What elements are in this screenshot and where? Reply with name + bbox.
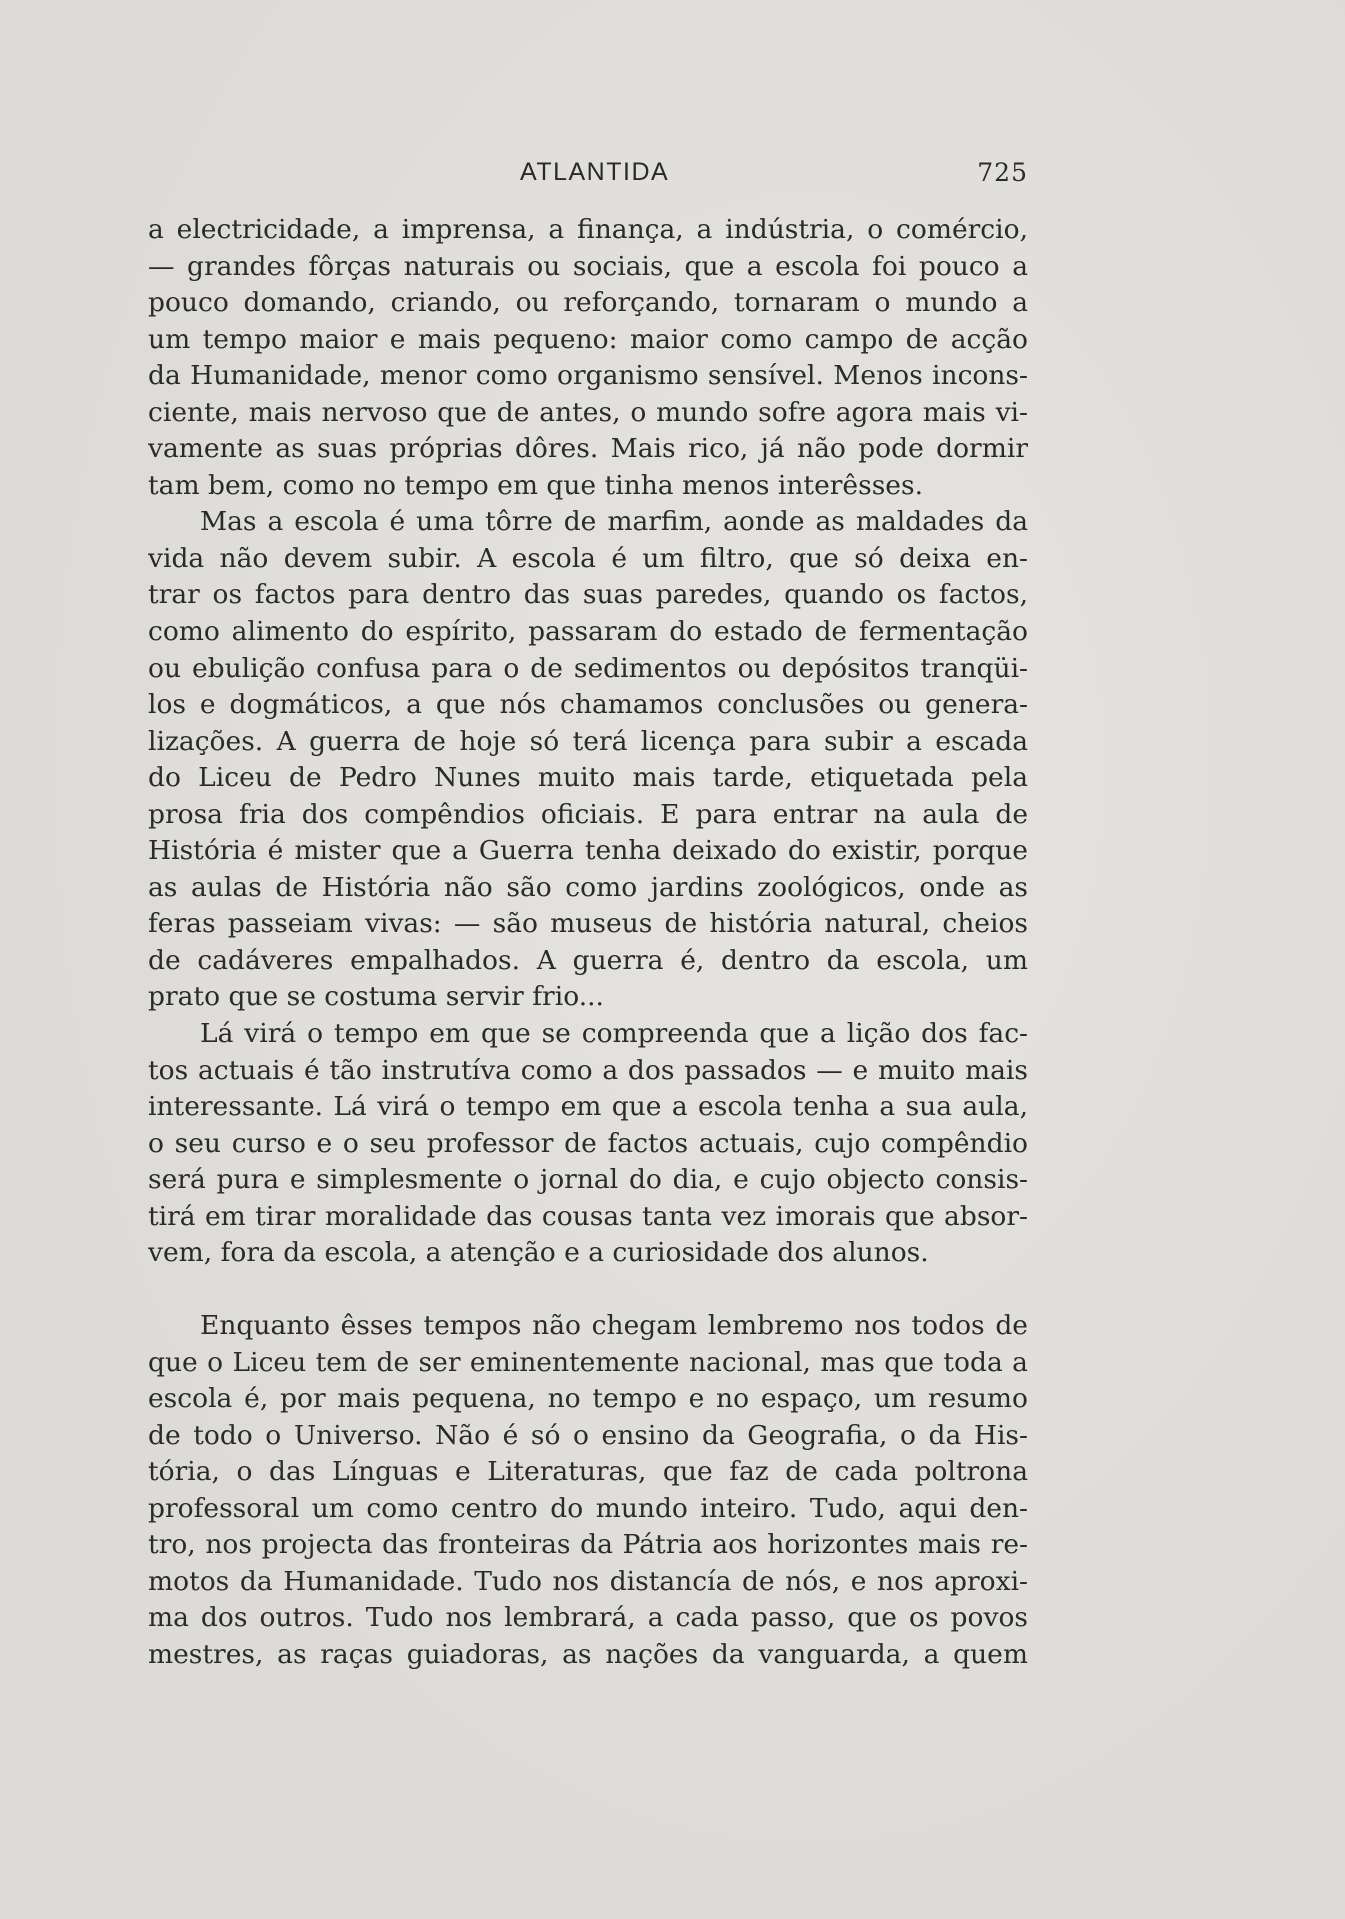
text-line: Mas a escola é uma tôrre de marfim, aonde as maldades da — [200, 506, 1028, 538]
text-line: tos actuais é tão instrutíva como a dos passados — e muito mais — [148, 1054, 1028, 1086]
text-line: professoral um como centro do mundo inteiro. Tudo, aqui den- — [148, 1492, 1028, 1524]
text-line: feras passeiam vivas: — são museus de história natural, cheios — [148, 908, 1028, 940]
text-line: tro, nos projecta das fronteiras da Pátria aos horizontes mais re- — [148, 1529, 1028, 1561]
text-line: lizações. A guerra de hoje só terá licença para subir a escada — [148, 725, 1028, 757]
text-line: vida não devem subir. A escola é um filtro, que só deixa en- — [148, 542, 1028, 574]
text-line: será pura e simplesmente o jornal do dia, e cujo objecto consis- — [148, 1164, 1028, 1196]
text-line: — grandes fôrças naturais ou sociais, que a escola foi pouco a — [148, 250, 1028, 282]
text-line: mestres, as raças guiadoras, as nações da vanguarda, a quem — [148, 1638, 1028, 1670]
text-line: motos da Humanidade. Tudo nos distancía de nós, e nos aproxi- — [148, 1565, 1028, 1597]
text-line: ma dos outros. Tudo nos lembrará, a cada passo, que os povos — [148, 1602, 1028, 1634]
text-line: tam bem, como no tempo em que tinha menos interêsses. — [148, 469, 924, 501]
text-line: como alimento do espírito, passaram do estado de fermentação — [148, 616, 1028, 648]
text-line: los e dogmáticos, a que nós chamamos conclusões ou genera- — [148, 689, 1028, 721]
text-line: do Liceu de Pedro Nunes muito mais tarde, etiquetada pela — [148, 762, 1028, 794]
text-line: de cadáveres empalhados. A guerra é, dentro da escola, um — [148, 944, 1028, 976]
page-header — [148, 158, 1028, 188]
text-line: um tempo maior e mais pequeno: maior como campo de acção — [148, 323, 1028, 355]
page-number: 725 — [977, 158, 1028, 187]
text-line: escola é, por mais pequena, no tempo e no espaço, um resumo — [148, 1383, 1028, 1415]
text-line: ou ebulição confusa para o de sedimentos ou depósitos tranqüi- — [148, 652, 1028, 684]
text-block-1 — [148, 212, 1028, 1272]
text-line: Enquanto êsses tempos não chegam lembremo nos todos de — [200, 1310, 1028, 1341]
text-line: Lá virá o tempo em que se compreenda que a lição dos fac- — [200, 1018, 1028, 1050]
text-line: ciente, mais nervoso que de antes, o mundo sofre agora mais vi- — [148, 396, 1028, 428]
text-line: prosa fria dos compêndios oficiais. E para entrar na aula de — [148, 798, 1028, 830]
text-line: vamente as suas próprias dôres. Mais rico, já não pode dormir — [148, 433, 1028, 465]
text-line: da Humanidade, menor como organismo sensível. Menos incons- — [148, 360, 1028, 392]
text-line: pouco domando, criando, ou reforçando, tornaram o mundo a — [148, 287, 1028, 319]
text-line: a electricidade, a imprensa, a finança, a indústria, o comércio, — [148, 214, 1028, 245]
text-line: trar os factos para dentro das suas paredes, quando os factos, — [148, 579, 1028, 611]
text-line: o seu curso e o seu professor de factos actuais, cujo compêndio — [148, 1127, 1028, 1159]
text-line: tória, o das Línguas e Literaturas, que faz de cada poltrona — [148, 1456, 1028, 1488]
running-title: ATLANTIDA — [520, 158, 670, 186]
text-line: prato que se costuma servir frio... — [148, 981, 604, 1013]
text-line: as aulas de História não são como jardins zoológicos, onde as — [148, 871, 1028, 903]
text-line: tirá em tirar moralidade das cousas tanta vez imorais que absor- — [148, 1200, 1028, 1232]
text-line: que o Liceu tem de ser eminentemente nacional, mas que toda a — [148, 1346, 1028, 1378]
text-line: interessante. Lá virá o tempo em que a escola tenha a sua aula, — [148, 1091, 1028, 1123]
text-line: História é mister que a Guerra tenha deixado do existir, porque — [148, 835, 1028, 867]
text-line: vem, fora da escola, a atenção e a curiosidade dos alunos. — [148, 1237, 929, 1269]
text-block-2 — [148, 1308, 1028, 1673]
text-line: de todo o Universo. Não é só o ensino da Geografia, o da His- — [148, 1419, 1028, 1451]
